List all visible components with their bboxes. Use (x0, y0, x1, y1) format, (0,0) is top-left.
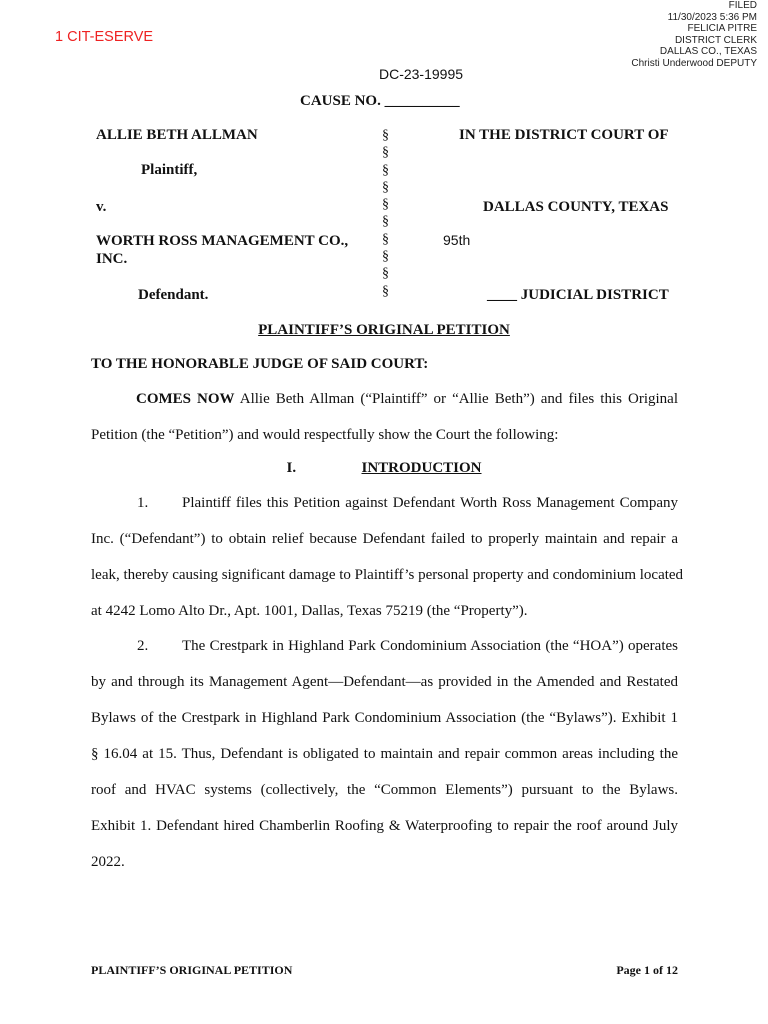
paragraph-line: Bylaws of the Crestpark in Highland Park Condominium Association (the “Bylaws”). Exhibit 1 (91, 710, 678, 726)
case-number: DC-23-19995 (378, 66, 464, 82)
section-symbol: § (382, 162, 389, 178)
intro-line-1-text: Allie Beth Allman (“Plaintiff” or “Allie Beth”) and files this Original (239, 391, 678, 407)
page-number: Page 1 of 12 (616, 963, 678, 977)
section-symbol: § (382, 197, 389, 213)
section-symbol: § (382, 266, 389, 282)
intro-paragraph (91, 381, 678, 453)
section-symbol: § (382, 249, 389, 265)
district-number: 95th (443, 232, 471, 248)
paragraph-line: leak, thereby causing significant damage to Plaintiff’s personal property and condominium located (91, 567, 684, 583)
paragraph-line: roof and HVAC systems (collectively, the “Common Elements”) pursuant to the Bylaws. (91, 782, 678, 798)
paragraph-text: The Crestpark in Highland Park Condominium Association (the “HOA”) operates (182, 638, 678, 654)
section-symbol: § (382, 214, 389, 230)
paragraph-2 (91, 628, 678, 880)
section-symbol: § (382, 179, 389, 195)
stamp-line: DISTRICT CLERK (674, 34, 757, 46)
intro-line-2: Petition (the “Petition”) and would respectfully show the Court the following: (91, 427, 559, 443)
versus: v. (96, 199, 107, 215)
section-heading (0, 460, 768, 477)
document-title-text: PLAINTIFF’S ORIGINAL PETITION (258, 322, 510, 338)
intro-line-1 (91, 381, 678, 417)
paragraph-line: at 4242 Lomo Alto Dr., Apt. 1001, Dallas, Texas 75219 (the “Property”). (91, 603, 528, 619)
stamp-line: 11/30/2023 5:36 PM (667, 11, 757, 23)
section-symbol: § (382, 145, 389, 161)
paragraph-1 (91, 485, 684, 629)
defendant-role: Defendant. (138, 287, 209, 303)
section-symbol-column (382, 127, 389, 300)
paragraph-line: 2022. (91, 854, 125, 870)
plaintiff-name: ALLIE BETH ALLMAN (96, 127, 258, 143)
paragraph-number: 2. (137, 638, 149, 654)
footer-title: PLAINTIFF’S ORIGINAL PETITION (91, 963, 293, 977)
section-roman: I. (286, 460, 297, 476)
paragraph-line (91, 628, 678, 664)
intro-lead: COMES NOW (136, 391, 235, 407)
defendant-name-line1: WORTH ROSS MANAGEMENT CO., (96, 233, 349, 249)
stamp-line: FILED (728, 0, 757, 11)
paragraph-line: by and through its Management Agent—Defendant—as provided in the Amended and Restated (91, 674, 678, 690)
stamp-line: Christi Underwood DEPUTY (631, 57, 757, 69)
section-symbol: § (382, 128, 389, 143)
cause-line: CAUSE NO. __________ (300, 93, 460, 109)
citation-note: 1 CIT-ESERVE (55, 29, 154, 45)
stamp-line: FELICIA PITRE (687, 23, 757, 35)
document-title (0, 322, 768, 339)
court-line-1: IN THE DISTRICT COURT OF (459, 127, 669, 143)
stamp-line: DALLAS CO., TEXAS (659, 46, 757, 58)
section-symbol: § (382, 231, 389, 247)
plaintiff-role: Plaintiff, (141, 162, 198, 178)
paragraph-line: § 16.04 at 15. Thus, Defendant is obligated to maintain and repair common areas including the (91, 746, 678, 762)
section-label: INTRODUCTION (361, 460, 482, 476)
paragraph-line: Exhibit 1. Defendant hired Chamberlin Roofing & Waterproofing to repair the roof around July (91, 818, 678, 834)
court-line-2: DALLAS COUNTY, TEXAS (483, 199, 669, 215)
paragraph-line (91, 485, 678, 521)
filing-stamp (631, 0, 757, 70)
salutation: TO THE HONORABLE JUDGE OF SAID COURT: (91, 356, 429, 372)
paragraph-line: Inc. (“Defendant”) to obtain relief because Defendant failed to properly maintain and repair a (91, 531, 678, 547)
defendant-name-line2: INC. (96, 251, 128, 267)
section-symbol: § (382, 283, 389, 299)
paragraph-text: Plaintiff files this Petition against Defendant Worth Ross Management Company (182, 495, 678, 511)
paragraph-number: 1. (137, 495, 149, 511)
court-line-3: ____ JUDICIAL DISTRICT (487, 287, 669, 303)
